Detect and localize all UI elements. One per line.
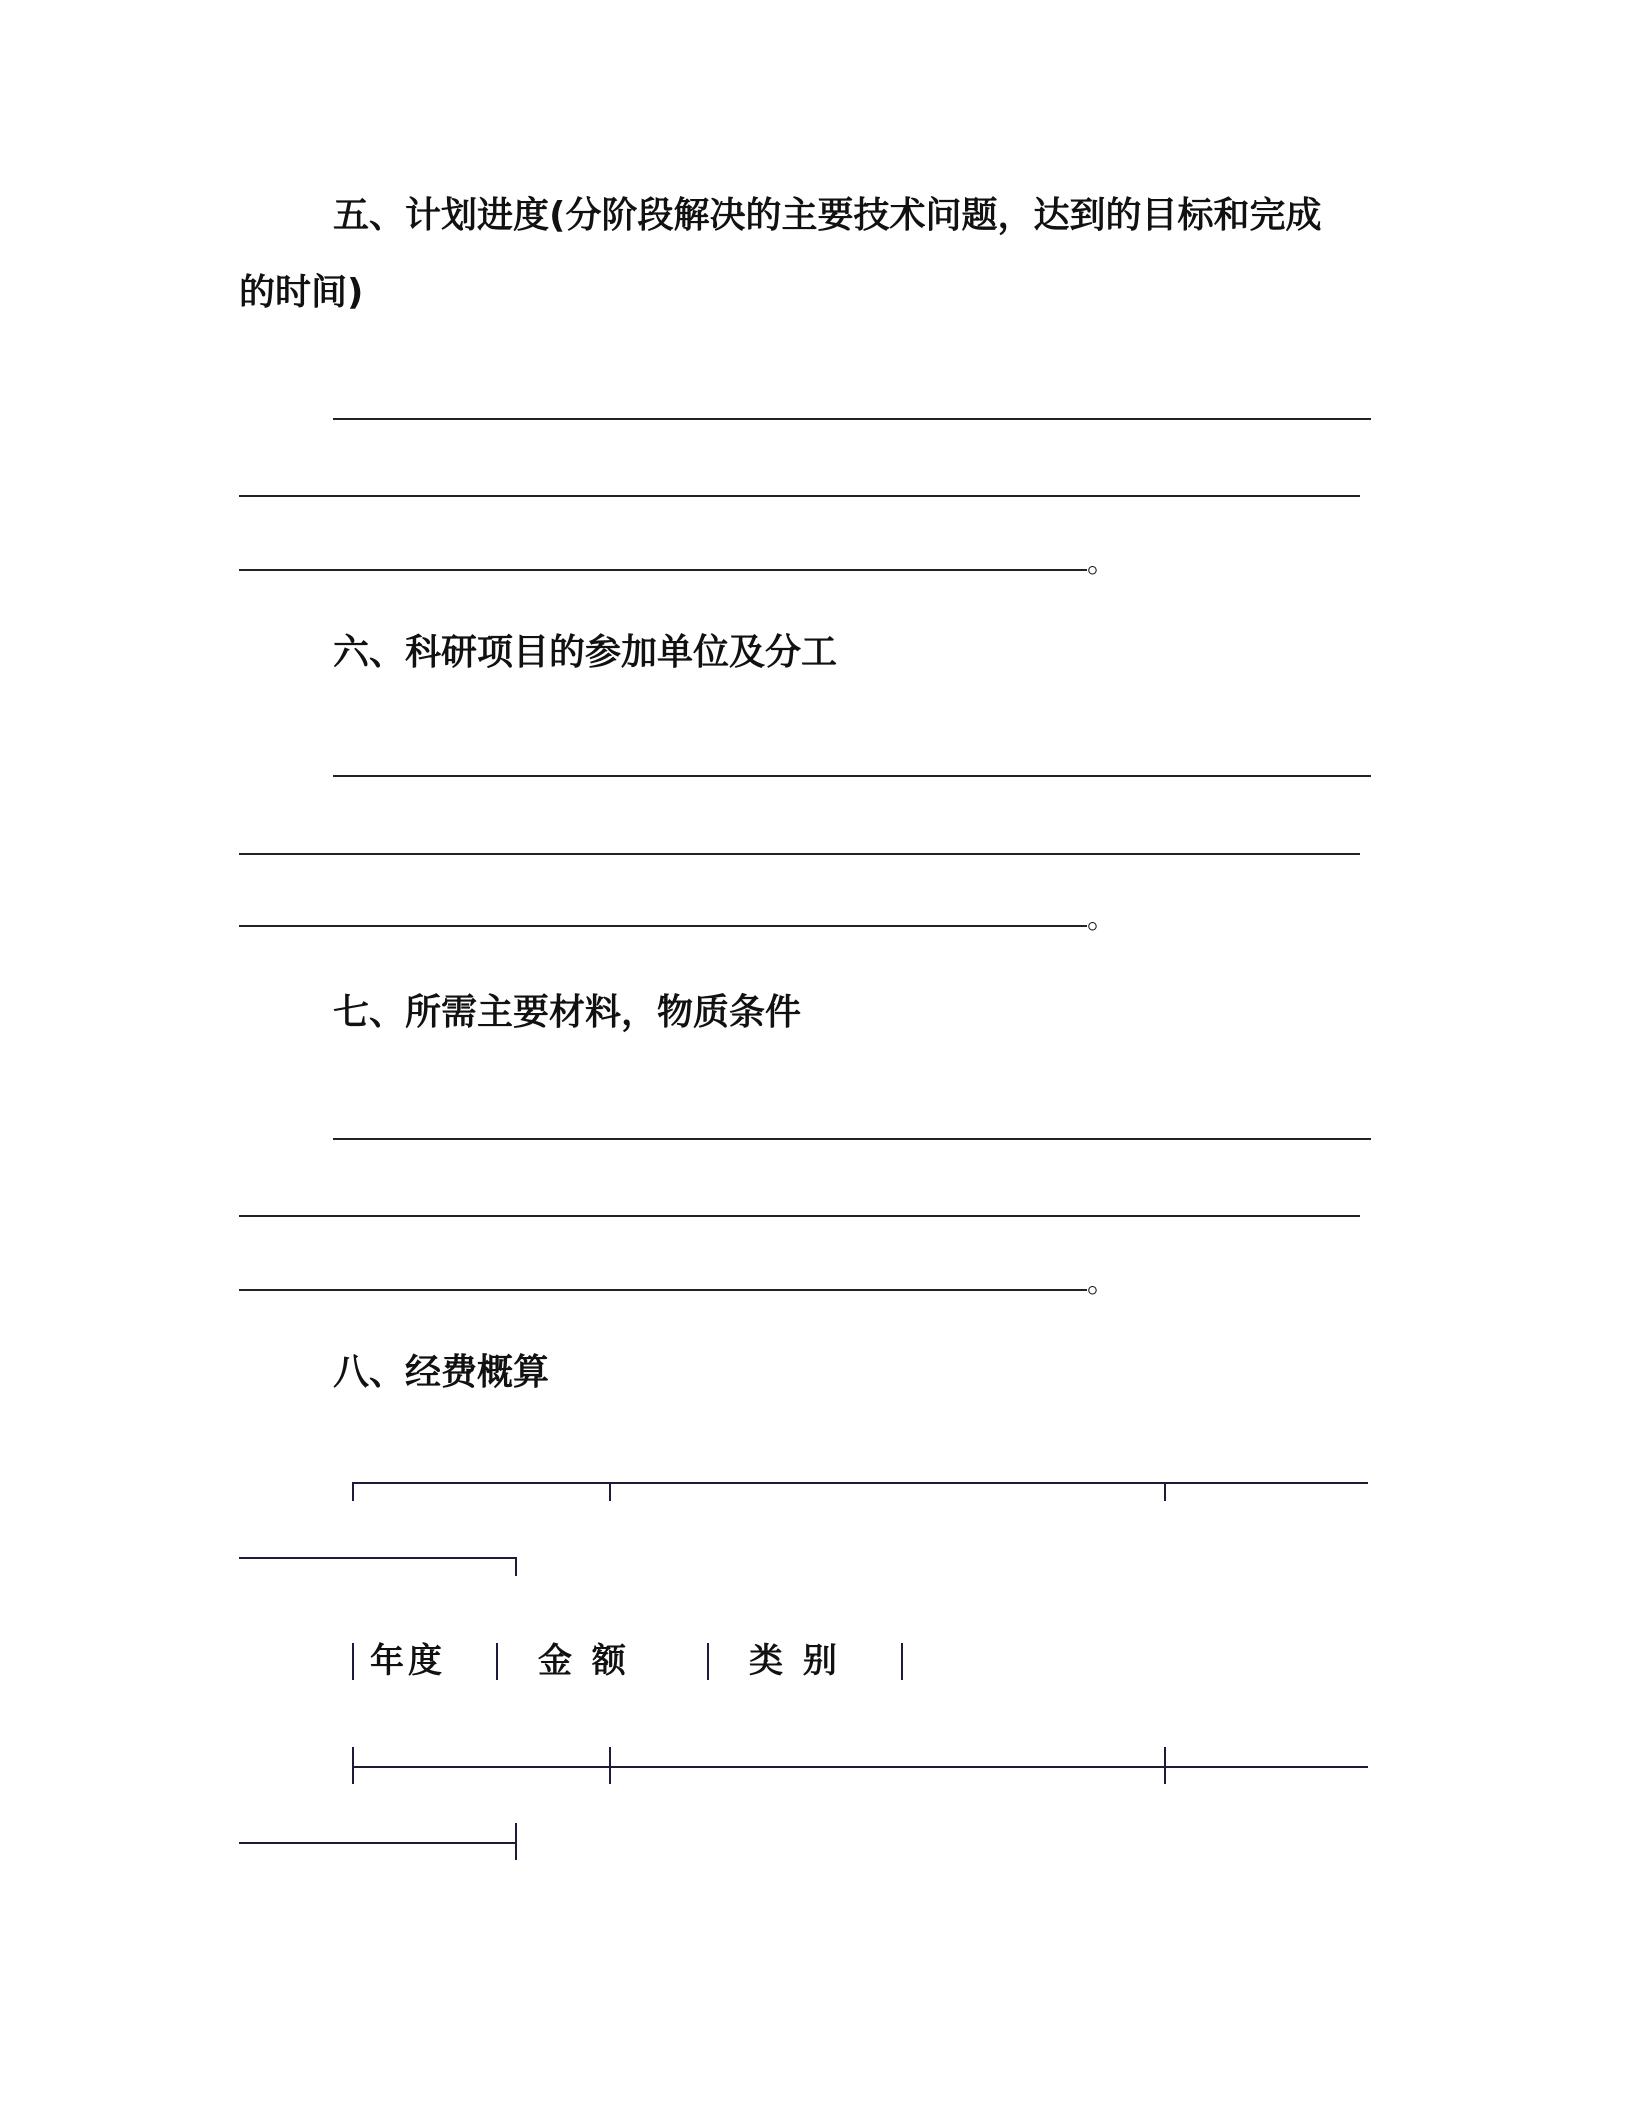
table-tick: [515, 1557, 517, 1576]
table-top-rule-cont: [239, 1557, 515, 1559]
section-5-blank-line-1[interactable]: [333, 418, 1371, 420]
header-category: 类 别: [749, 1641, 841, 1681]
table-mid-rule-cont: [239, 1842, 515, 1844]
header-year: 年度: [370, 1641, 446, 1681]
section-7-end-mark: 。: [1087, 1265, 1117, 1300]
header-separator: [707, 1643, 709, 1680]
section-6-heading: 六、科研项目的参加单位及分工: [333, 632, 838, 673]
section-8-heading: 八、经费概算: [333, 1352, 550, 1393]
table-tick: [1164, 1482, 1166, 1501]
section-5-blank-line-3[interactable]: [239, 569, 1087, 571]
section-6-blank-line-1[interactable]: [333, 775, 1371, 777]
table-tick: [609, 1747, 611, 1784]
section-5-blank-line-2[interactable]: [239, 495, 1360, 497]
table-mid-rule: [352, 1766, 1368, 1768]
section-7-blank-line-3[interactable]: [239, 1289, 1087, 1291]
section-6-blank-line-3[interactable]: [239, 925, 1087, 927]
table-tick: [352, 1482, 354, 1501]
header-separator: [352, 1643, 354, 1680]
section-7-heading: 七、所需主要材料，物质条件: [333, 992, 802, 1033]
table-tick: [515, 1823, 517, 1860]
table-tick: [609, 1482, 611, 1501]
section-5-heading-cont: 的时间): [239, 272, 364, 313]
table-tick: [1164, 1747, 1166, 1784]
section-7-blank-line-1[interactable]: [333, 1138, 1371, 1140]
header-separator: [901, 1643, 903, 1680]
section-5-heading: 五、计划进度(分阶段解决的主要技术问题，达到的目标和完成: [333, 195, 1322, 236]
header-separator: [496, 1643, 498, 1680]
section-6-blank-line-2[interactable]: [239, 853, 1360, 855]
section-5-end-mark: 。: [1087, 545, 1117, 580]
section-7-blank-line-2[interactable]: [239, 1215, 1360, 1217]
section-6-end-mark: 。: [1087, 901, 1117, 936]
table-tick: [352, 1747, 354, 1784]
table-top-rule: [352, 1482, 1368, 1484]
header-amount: 金 额: [538, 1641, 630, 1681]
